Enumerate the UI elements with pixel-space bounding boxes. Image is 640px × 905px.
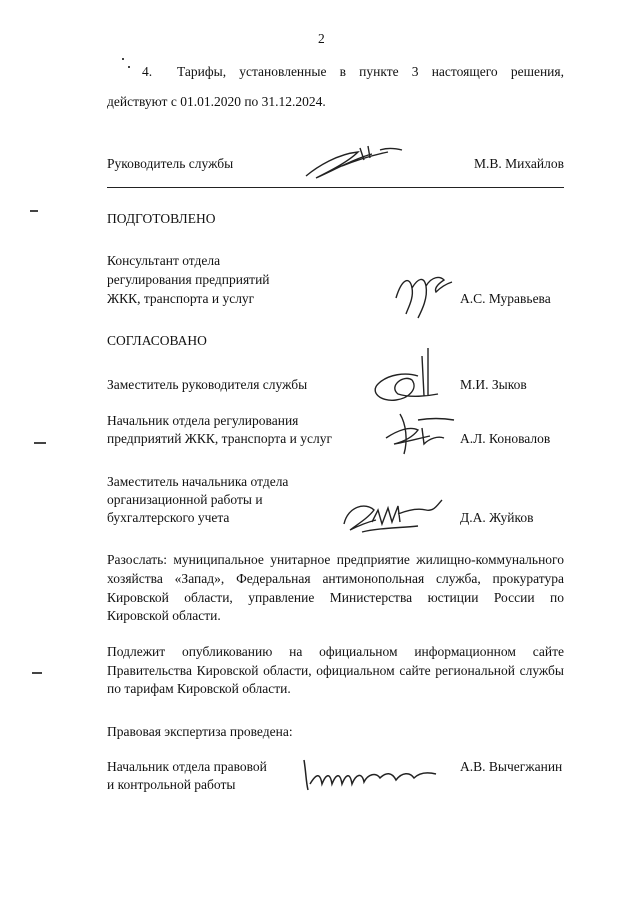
signature-legal-icon xyxy=(296,748,446,798)
legal-title-1: Начальник отдела правовой xyxy=(107,759,267,774)
agreed-1-title-1: Заместитель руководителя службы xyxy=(107,377,308,392)
prepared-title-3: ЖКК, транспорта и услуг xyxy=(107,291,255,306)
agreed-2-title-2: предприятий ЖКК, транспорта и услуг xyxy=(107,431,333,446)
prepared-title-2: регулирования предприятий xyxy=(107,272,270,287)
scan-mark xyxy=(30,210,38,212)
agreed-2-name: А.Л. Коновалов xyxy=(460,431,551,446)
agreed-1-name: М.И. Зыков xyxy=(460,377,527,392)
signature-head-icon xyxy=(298,136,418,186)
signature-konovalov-icon xyxy=(378,408,458,458)
signature-zykov-icon xyxy=(358,346,448,406)
item4-line2: действуют с 01.01.2020 по 31.12.2024. xyxy=(107,94,326,109)
scan-mark xyxy=(122,58,124,60)
legal-heading: Правовая экспертиза проведена: xyxy=(107,724,293,739)
head-title: Руководитель службы xyxy=(107,156,234,171)
prepared-title-1: Консультант отдела xyxy=(107,253,221,268)
distribution-line-3: Кировской области, управление Министерства юстиции России по xyxy=(107,590,564,605)
item4-line1: Тарифы, установленные в пункте 3 настоящего решения, xyxy=(177,64,564,79)
publication-line-2: Правительства Кировской области, официальном сайте региональной службы xyxy=(107,663,564,678)
scan-mark xyxy=(34,442,46,444)
agreed-2-title-1: Начальник отдела регулирования xyxy=(107,413,299,428)
signature-prepared-icon xyxy=(388,258,458,328)
publication-line-3: по тарифам Кировской области. xyxy=(107,681,291,696)
signature-zhuikov-icon xyxy=(338,492,448,540)
prepared-name: А.С. Муравьева xyxy=(460,291,551,306)
publication-line-1: Подлежит опубликованию на официальном информационном сайте xyxy=(107,644,564,659)
distribution-line-1: Разослать: муниципальное унитарное предприятие жилищно-коммунального xyxy=(107,552,564,567)
prepared-heading: ПОДГОТОВЛЕНО xyxy=(107,211,216,226)
separator-line xyxy=(107,187,564,188)
agreed-3-title-3: бухгалтерского учета xyxy=(107,510,230,525)
agreed-3-name: Д.А. Жуйков xyxy=(460,510,534,525)
distribution-line-4: Кировской области. xyxy=(107,608,221,623)
item-number: 4. xyxy=(142,64,153,79)
head-name: М.В. Михайлов xyxy=(474,156,565,171)
scan-mark xyxy=(128,66,130,68)
legal-title-2: и контрольной работы xyxy=(107,777,236,792)
agreed-3-title-1: Заместитель начальника отдела xyxy=(107,474,289,489)
agreed-3-title-2: организационной работы и xyxy=(107,492,263,507)
legal-name: А.В. Вычегжанин xyxy=(460,759,563,774)
scan-mark xyxy=(32,672,42,674)
page-number: 2 xyxy=(318,31,325,46)
distribution-line-2: хозяйства «Запад», Федеральная антимонопольная служба, прокуратура xyxy=(107,571,564,586)
agreed-heading: СОГЛАСОВАНО xyxy=(107,333,207,348)
